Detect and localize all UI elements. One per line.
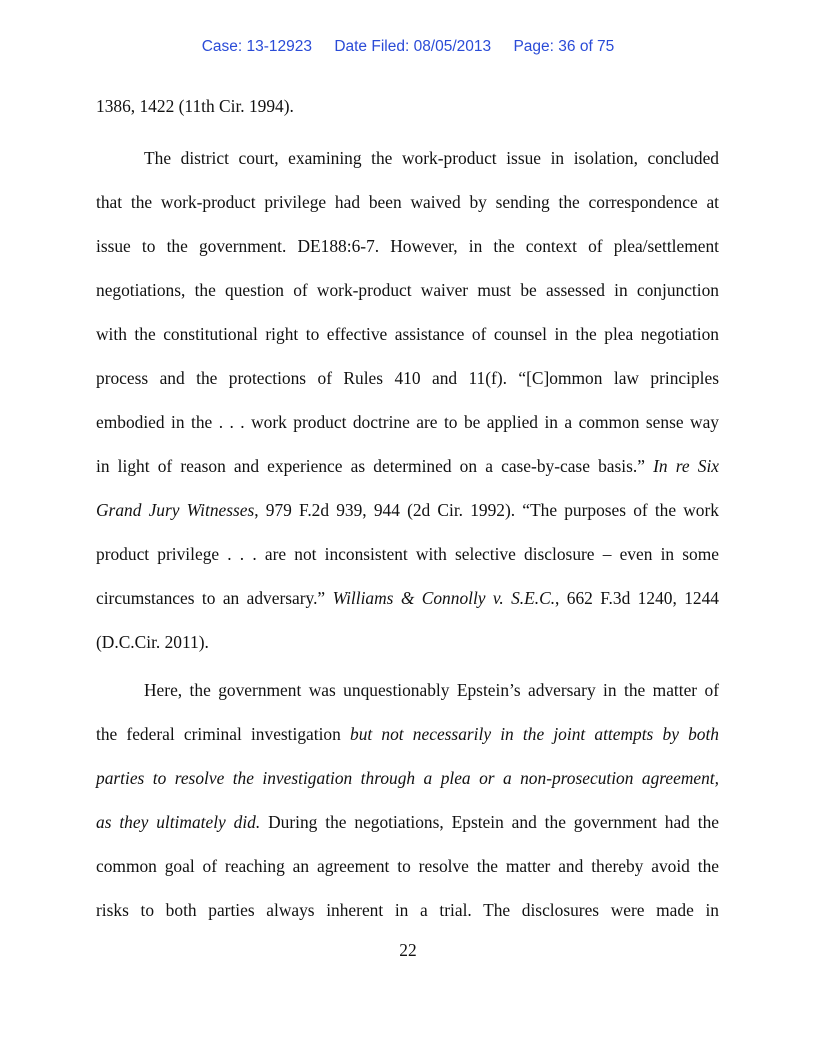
text-line: risks to both parties always inherent in a trial. The disclosures were made in [96, 900, 719, 920]
text-line [96, 712, 719, 756]
case-citation: Grand Jury Witnesses [96, 500, 255, 520]
text-line: embodied in the . . . work product doctrine are to be applied in a common sense way [96, 412, 719, 432]
text-line [96, 444, 719, 488]
text-segment: During the negotiations, Epstein and the government had the [268, 812, 719, 832]
text-line: issue to the government. DE188:6-7. However, in the context of plea/settlement [96, 236, 719, 256]
text-segment: , 662 F.3d 1240, 1244 [555, 588, 719, 608]
text-segment: circumstances to an adversary.” [96, 588, 326, 608]
text-line [96, 488, 719, 532]
italic-emphasis: but not necessarily in the joint attempts by both [350, 724, 719, 744]
text-line: The district court, examining the work-product issue in isolation, concluded [144, 148, 719, 168]
document-body [96, 84, 719, 128]
text-line: (D.C.Cir. 2011). [96, 632, 209, 652]
text-line: product privilege . . . are not inconsistent with selective disclosure – even in some [96, 544, 719, 564]
text-line: negotiations, the question of work-product waiver must be assessed in conjunction [96, 280, 719, 300]
case-citation: Williams & Connolly v. S.E.C. [332, 588, 556, 608]
text-line: Here, the government was unquestionably Epstein’s adversary in the matter of [144, 680, 719, 700]
text-segment: , 979 F.2d 939, 944 (2d Cir. 1992). “The purposes of the work [254, 500, 719, 520]
page-number: 22 [399, 940, 417, 960]
text-line: with the constitutional right to effective assistance of counsel in the plea negotiation [96, 324, 719, 344]
case-number: Case: 13-12923 [201, 38, 312, 55]
date-filed: Date Filed: 08/05/2013 [334, 38, 492, 55]
text-line [96, 576, 719, 620]
text-line: 1386, 1422 (11th Cir. 1994). [96, 96, 294, 116]
page-indicator: Page: 36 of 75 [513, 38, 615, 55]
paragraph-1 [96, 136, 719, 664]
paragraph-2 [96, 668, 719, 932]
text-line: process and the protections of Rules 410 and 11(f). “[C]ommon law principles [96, 368, 719, 388]
text-segment: the federal criminal investigation [96, 724, 341, 744]
case-header [0, 38, 816, 56]
italic-emphasis: as they ultimately did. [96, 812, 261, 832]
text-line: that the work-product privilege had been waived by sending the correspondence at [96, 192, 719, 212]
case-citation: In re Six [653, 456, 719, 476]
text-segment: in light of reason and experience as determined on a case-by-case basis.” [96, 456, 645, 476]
italic-emphasis: parties to resolve the investigation through a plea or a non-prosecution agreement, [96, 768, 719, 788]
text-line: common goal of reaching an agreement to resolve the matter and thereby avoid the [96, 856, 719, 876]
text-line [96, 800, 719, 844]
